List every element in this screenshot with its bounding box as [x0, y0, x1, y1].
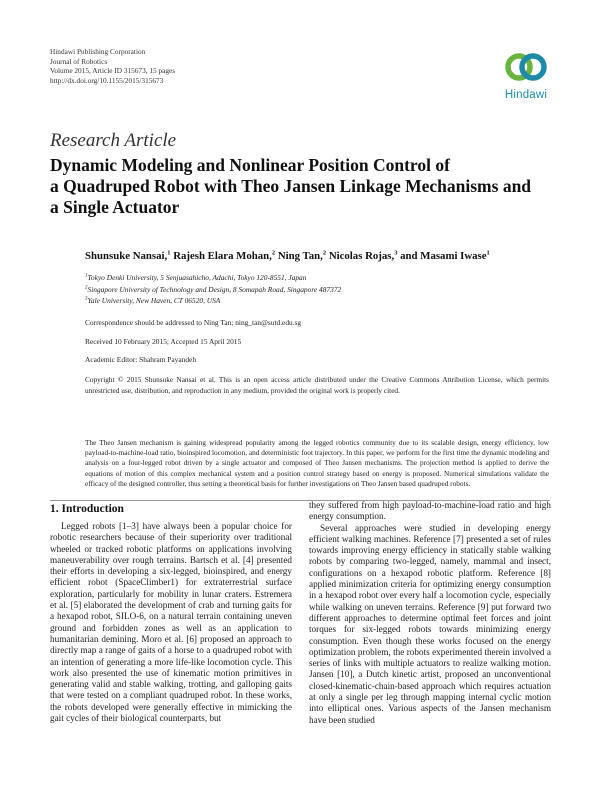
body-column-left [50, 521, 292, 724]
author-name[interactable]: Rajesh Elara Mohan, [173, 250, 272, 262]
article-title [50, 155, 550, 218]
body-paragraph: Several approaches were studied in developing energy efficient walking machines. Reference [7] presented a set of rules towards improving energy efficiency in statically stable walking robots by comparing two-legged, namely, mammal and insect, configurations on a hexapod robotic platform. Reference [8] applied minimization criteria for optimizing energy consumption in a hexapod robot over every half a locomotion cycle, especially while walking on uneven terrains. Reference [9] put forward two different approaches to determine optimal feet forces and joint torques for six-legged robots towards minimizing energy consumption. Even though these works focused on the energy optimization problem, the robots experimented therein involved a series of links with multiple actuators to realize walking motion. Jansen [10], a Dutch kinetic artist, proposed an unconventional closed-kinematic-chain-based approach which requires actuation at only a single per leg through mapping internal cyclic motion into elliptical ones. Various aspects of the Jansen mechanism have been studied [309, 522, 551, 725]
affiliation-number: 3 [85, 296, 88, 302]
correspondence-note: Correspondence should be addressed to Ning Tan; ning_tan@sutd.edu.sg [85, 318, 302, 327]
author-affiliation-mark: 2 [322, 249, 327, 257]
affiliation-item [85, 272, 341, 284]
author-name[interactable]: Ning Tan, [277, 250, 323, 262]
journal-header [50, 47, 175, 85]
author-affiliation-mark: 1 [486, 249, 490, 257]
author-affiliation-mark: 2 [271, 249, 276, 257]
doi-link[interactable]: http://dx.doi.org/10.1155/2015/315673 [50, 75, 164, 85]
affiliation-number: 1 [85, 273, 88, 279]
academic-editor: Academic Editor: Shahram Payandeh [85, 355, 197, 364]
volume-info: Volume 2015, Article ID 315673, 15 pages [50, 66, 176, 75]
article-type-label: Research Article [50, 130, 177, 151]
author-name[interactable]: Nicolas Rojas, [328, 250, 395, 262]
title-line: a Single Actuator [50, 197, 180, 217]
affiliation-text: Yale University, New Haven, CT 06520, USA [87, 296, 221, 305]
journal-name: Journal of Robotics [50, 56, 108, 66]
author-affiliation-mark: 3 [394, 249, 398, 257]
publisher-name: Hindawi Publishing Corporation [50, 47, 146, 56]
affiliation-item [85, 284, 341, 296]
affiliation-text: Singapore University of Technology and Design, 8 Somapah Road, Singapore 487372 [87, 284, 342, 294]
affiliation-text: Tokyo Denki University, 5 Senjuasahicho, Adachi, Tokyo 120-8551, Japan [87, 273, 307, 282]
author-name[interactable]: and Masami Iwase [400, 250, 487, 262]
affiliation-list [85, 272, 341, 307]
hindawi-wordmark: Hindawi [504, 89, 548, 101]
copyright-notice: Copyright © 2015 Shunsuke Nansai et al. This is an open access article distributed under the Creative Commons Attribution License, which permits unrestricted use, distribution, and reproduction in any medium, provided the original work is properly cited. [85, 375, 549, 395]
author-list [85, 250, 490, 262]
body-column-right [309, 500, 551, 726]
body-paragraph: Legged robots [1–3] have always been a popular choice for robotic researchers because of their superiority over traditional wheeled or tracked robotic platforms on applications involving maneuverability over rough terrains. Bartsch et al. [4] presented their efforts in developing a six-legged, bioinspired, and energy efficient robot (SpaceClimber1) for extraterrestrial surface exploration, particularly for mobility in lunar craters. Estremera et al. [5] elaborated the development of crab and turning gaits for a hexapod robot, SILO-6, on a natural terrain containing uneven ground and forbidden zones as well as an application to humanitarian demining. Moro et al. [6] proposed an approach to directly map a range of gaits of a horse to a quadruped robot with an intention of generating a more life-like locomotion cycle. This work also presented the use of kinematic motion primitives in generating valid and stable walking, trotting, and galloping gaits that were tested on a compliant quadruped robot. In these works, the robots developed were generally effective in mimicking the gait cycles of their biological counterparts, but [50, 521, 292, 724]
body-paragraph-continuation: they suffered from high payload-to-machine-load ratio and high energy consumption. [309, 500, 551, 522]
received-accepted-dates: Received 10 February 2015; Accepted 15 April 2015 [85, 337, 242, 346]
title-line: Dynamic Modeling and Nonlinear Position Control of [50, 155, 450, 175]
affiliation-item [85, 295, 341, 307]
affiliation-number: 2 [85, 285, 88, 291]
title-line: a Quadruped Robot with Theo Jansen Linkage Mechanisms and [50, 176, 532, 196]
author-name[interactable]: Shunsuke Nansai, [85, 250, 168, 262]
author-affiliation-mark: 1 [167, 249, 171, 257]
section-heading-introduction: 1. Introduction [50, 503, 124, 515]
abstract: The Theo Jansen mechanism is gaining widespread popularity among the legged robotics community due to its scalable design, energy efficiency, low payload-to-machine-load ratio, bioinspired locomotion, and deterministic foot trajectory. In this paper, we perform for the first time the dynamic modeling and analysis on a four-legged robot driven by a single actuator and composed of Theo Jansen mechanisms. The projection method is applied to derive the equations of motion of this complex mechanical system and a position control strategy based on energy is proposed. Numerical simulations validate the efficacy of the designed controller, thus setting a theoretical basis for further investigations on Theo Jansen based quadruped robots. [85, 438, 549, 488]
